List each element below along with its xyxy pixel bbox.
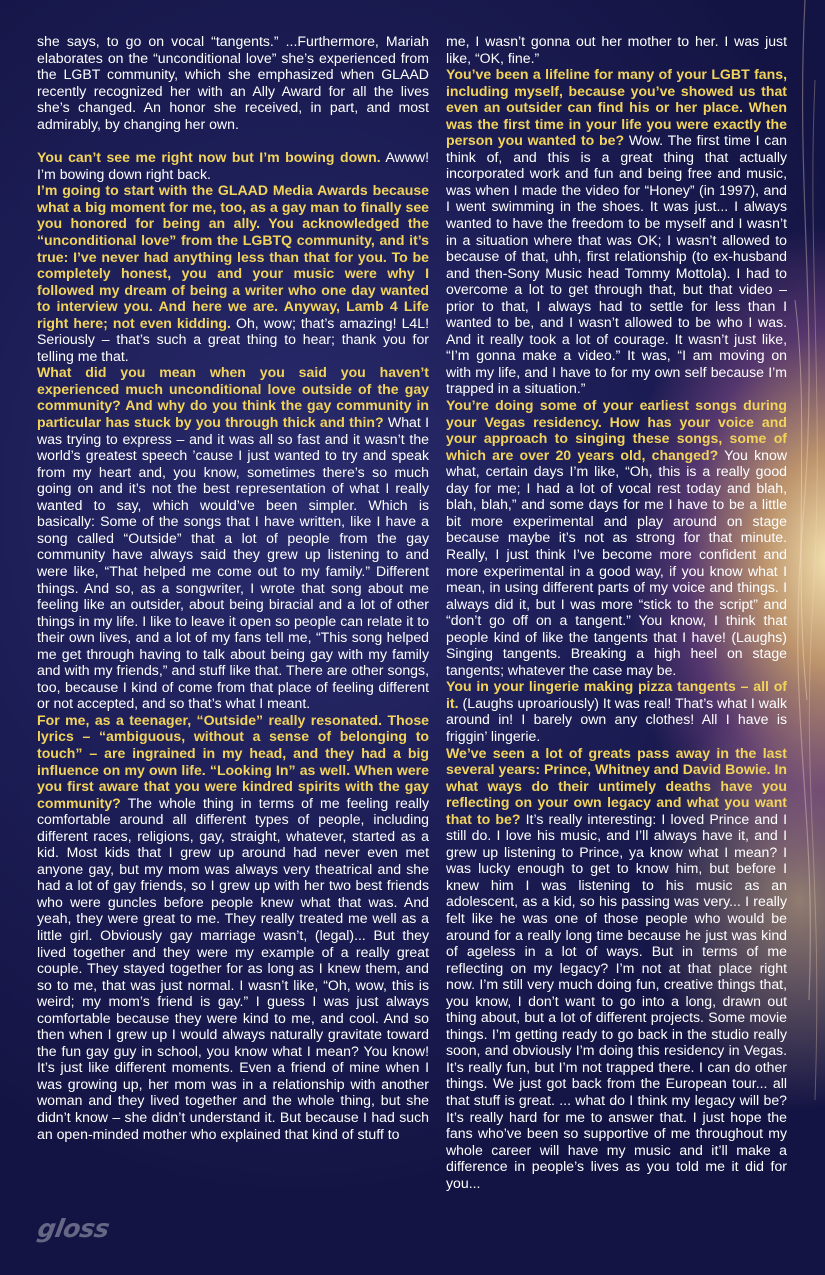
paragraph: [446, 66, 787, 397]
paragraph: [37, 182, 429, 364]
answer-text: The whole thing in terms of me feeling really comfortable around all different types of people, including different races, religions, gay, straight, whatever, started as a kid. Most kids that I grew up around had never even met anyone gay, but my mom was always very theatrical and she had a lot of gay friends, so I grew up with her two best friends who were guncles before people knew what that was. And yeah, they were great to me. They really treated me well as a little girl. Obviously gay marriage wasn’t, (legal)... But they lived together and they were my example of a really great couple. They stayed together for as long as I knew them, and so to me, that was just normal. I wasn’t like, “Oh, wow, this is weird; my mom’s friend is gay.” I guess I was just always comfortable because they were kind to me, and cool. And so then when I grew up I would always naturally gravitate toward the fun gay guy in school, you know what I mean? You know! It’s just like different moments. Even a friend of mine when I was growing up, her mom was in a relationship with another woman and they lived together and the whole thing, but she didn’t know – she didn’t understand it. But because I had such an open-minded mother who explained that kind of stuff to: [37, 794, 429, 1142]
paragraph: [37, 712, 429, 1142]
question-text: For me, as a teenager, “Outside” really resonated. Those lyrics – “ambiguous, without a sense of belonging to touch” – are ingrained in my head, and they had a big influence on my own life. “Looking In” as well. When were you first aware that you were kindred spirits with the gay community?: [37, 711, 429, 811]
paragraph: [446, 678, 787, 744]
question-text: You’re doing some of your earliest songs during your Vegas residency. How has your voice and your approach to singing these songs, some of which are over 20 years old, changed?: [446, 397, 787, 463]
right-column: [446, 33, 787, 1191]
answer-text: Wow. The first time I can think of, and this is a great thing that actually incorporated work and fun and being free and music, was when I made the video for “Honey” (in 1997), and I went swimming in the shoes. It was just... I always wanted to have the freedom to be myself and I wasn’t in a situation where that was OK; I wasn’t allowed to because of that, uhh, first relationship (to ex-husband and then-Sony Music head Tommy Mottola). I had to overcome a lot to get through that, but that video – prior to that, I always had to settle for less than I wanted to be, and I wasn’t allowed to be who I was. And it really took a lot of courage. It wasn’t just like, “I’m gonna make a video.” It was, “I am moving on with my life, and I have to for my own self because I’m trapped in a situation.”: [446, 132, 787, 397]
paragraph: [446, 33, 787, 66]
paragraph: [37, 33, 429, 132]
paragraph: [37, 364, 429, 711]
left-column: [37, 33, 429, 1142]
paragraph: [37, 149, 429, 182]
gloss-logo: gloss: [35, 1214, 112, 1243]
paragraph: [446, 397, 787, 678]
question-text: I’m going to start with the GLAAD Media Awards because what a big moment for me, too, as a gay man to finally see you honored for being an ally. You acknowledged the “unconditional love” from the LGBTQ community, and it’s true: I’ve never had anything less than that for you. To be completely honest, you and your music were why I followed my dream of being a writer who one day wanted to interview you. And here we are. Anyway, Lamb 4 Life right here; not even kidding.: [37, 182, 429, 331]
question-text: You’ve been a lifeline for many of your LGBT fans, including myself, because you’ve showed us that even an outsider can find his or her place. When was the first time in your life you were exactly the person you wanted to be?: [446, 66, 787, 149]
answer-text: she says, to go on vocal “tangents.” ...Furthermore, Mariah elaborates on the “unconditional love” she’s experienced from the LGBT community, which she emphasized when GLAAD recently recognized her with an Ally Award for all the lives she’s changed. An honor she received, in part, and most admirably, by changing her own.: [37, 33, 429, 132]
answer-text: It’s really interesting: I loved Prince and I still do. I love his music, and I’ll always have it, and I grew up listening to Prince, ya know what I mean? I was lucky enough to get to know him, but before I knew him I was listening to his music as an adolescent, as a kid, so his passing was very... I really felt like he was one of those people who would be around for a really long time because he just was kind of ageless in a lot of ways. But in terms of me reflecting on my legacy? I’m not at that place right now. I’m still very much doing fun, creative things that, you know, I don’t want to go into a long, drawn out thing about, but a lot of different projects. Some movie things. I’m getting ready to go back in the studio really soon, and obviously I’m doing this residency in Vegas. It’s really fun, but I’m not trapped there. I can do other things. We just got back from the European tour... all that stuff is great. ... what do I think my legacy will be? It’s really hard for me to answer that. I just hope the fans who’ve been so supportive of me throughout my whole career will have my music and it’ll make a difference in people’s lives as you told me it did for you...: [446, 810, 787, 1191]
answer-text: Awww! I’m bowing down right back.: [37, 149, 429, 182]
answer-text: (Laughs uproariously) It was real! That’s what I walk around in! I barely own any clothes! All I have is friggin’ lingerie.: [446, 694, 787, 744]
paragraph: [446, 745, 787, 1192]
answer-text: What I was trying to express – and it was all so fast and it wasn’t the world’s greatest speech ’cause I just wanted to try and speak from my heart and, you know, sometimes there’s so much going on and it’s not the best representation of what I really wanted to say, which would’ve been simpler. Which is basically: Some of the songs that I have written, like I have a song called “Outside” that a lot of people from the gay community have always said they grew up listening to and were like, “That helped me come out to my family.” Different things. And so, as a songwriter, I wrote that song about me feeling like an outsider, about being biracial and a lot of other things in my life. I like to leave it open so people can relate it to their own lives, and a lot of my fans tell me, “This song helped me get through having to talk about being gay with my family and with my friends,” and stuff like that. There are other songs, too, because I kind of come from that place of feeling different or not accepted, and so that’s what I meant.: [37, 414, 429, 712]
question-text: What did you mean when you said you haven’t experienced much unconditional love outside of the gay community? And why do you think the gay community in particular has stuck by you through thick and thin?: [37, 364, 429, 431]
question-text: You in your lingerie making pizza tangents – all of it.: [446, 678, 787, 711]
question-text: You can’t see me right now but I’m bowing down.: [37, 149, 381, 166]
question-text: We’ve seen a lot of greats pass away in the last several years: Prince, Whitney and David Bowie. In what ways do their untimely deaths have you reflecting on your own legacy and what you want that to be?: [446, 744, 787, 827]
answer-text: me, I wasn’t gonna out her mother to her. I was just like, “OK, fine.”: [446, 33, 787, 66]
answer-text: You know what, certain days I’m like, “Oh, this is a really good day for me; I had a lot of vocal rest today and blah, blah, blah,” and some days for me I have to be a little bit more experimental and play around on stage because maybe it’s not as strong for that minute. Really, I just think I’ve become more confident and more experimental in a good way, if you know what I mean, in using different parts of my voice and things. I always did it, but I was more “stick to the script” and “don’t go off on a tangent.” You know, I think that people kind of like the tangents that I have! (Laughs) Singing tangents. Breaking a high heel on stage tangents; whatever the case may be.: [446, 446, 787, 678]
answer-text: Oh, wow; that’s amazing! L4L! Seriously – that’s such a great thing to hear; thank you for telling me that.: [37, 314, 429, 364]
